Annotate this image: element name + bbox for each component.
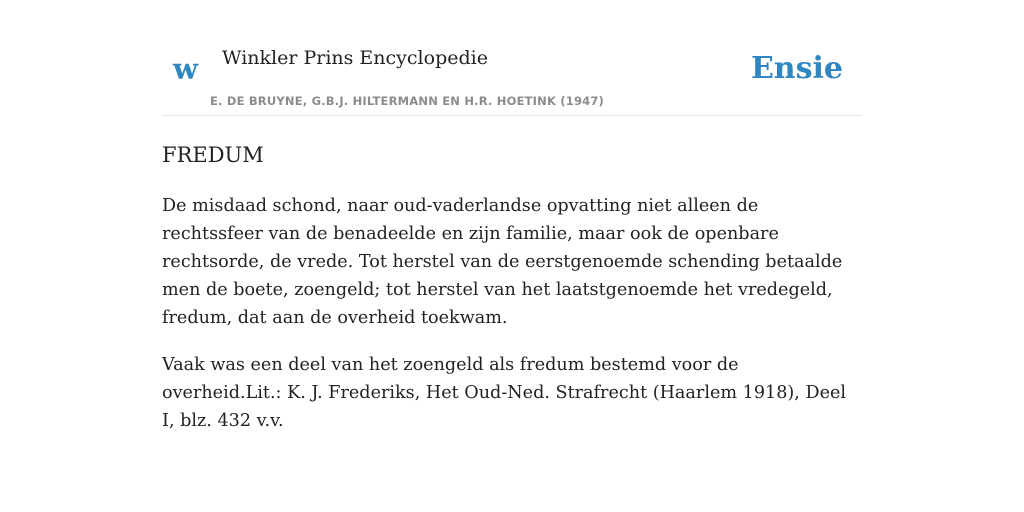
entry-title: FREDUM [162, 143, 264, 167]
entry-paragraph: Vaak was een deel van het zoengeld als fredum bestemd voor de overheid.Lit.: K. J. Frederiks, Het Oud-Ned. Strafrecht (Haarlem 1918), Deel I, blz. 432 v.v. [162, 355, 847, 431]
winkler-prins-logo[interactable]: w [173, 52, 198, 86]
entry-body [162, 192, 862, 454]
authors-line: E. DE BRUYNE, G.B.J. HILTERMANN EN H.R. HOETINK (1947) [210, 94, 605, 108]
ensie-brand-link[interactable]: Ensie [750, 51, 843, 86]
site-title[interactable]: Winkler Prins Encyclopedie [222, 47, 488, 69]
content-container [162, 0, 862, 431]
entry-paragraph: De misdaad schond, naar oud-vaderlandse opvatting niet alleen de rechtssfeer van de benadeelde en zijn familie, maar ook de openbare rechtsorde, de vrede. Tot herstel van de eerstgenoemde schending betaalde men de boete, zoengeld; tot herstel van het laatstgenoemde het vredegeld, fredum, dat aan de overheid toekwam. [162, 196, 843, 328]
header [162, 0, 862, 116]
